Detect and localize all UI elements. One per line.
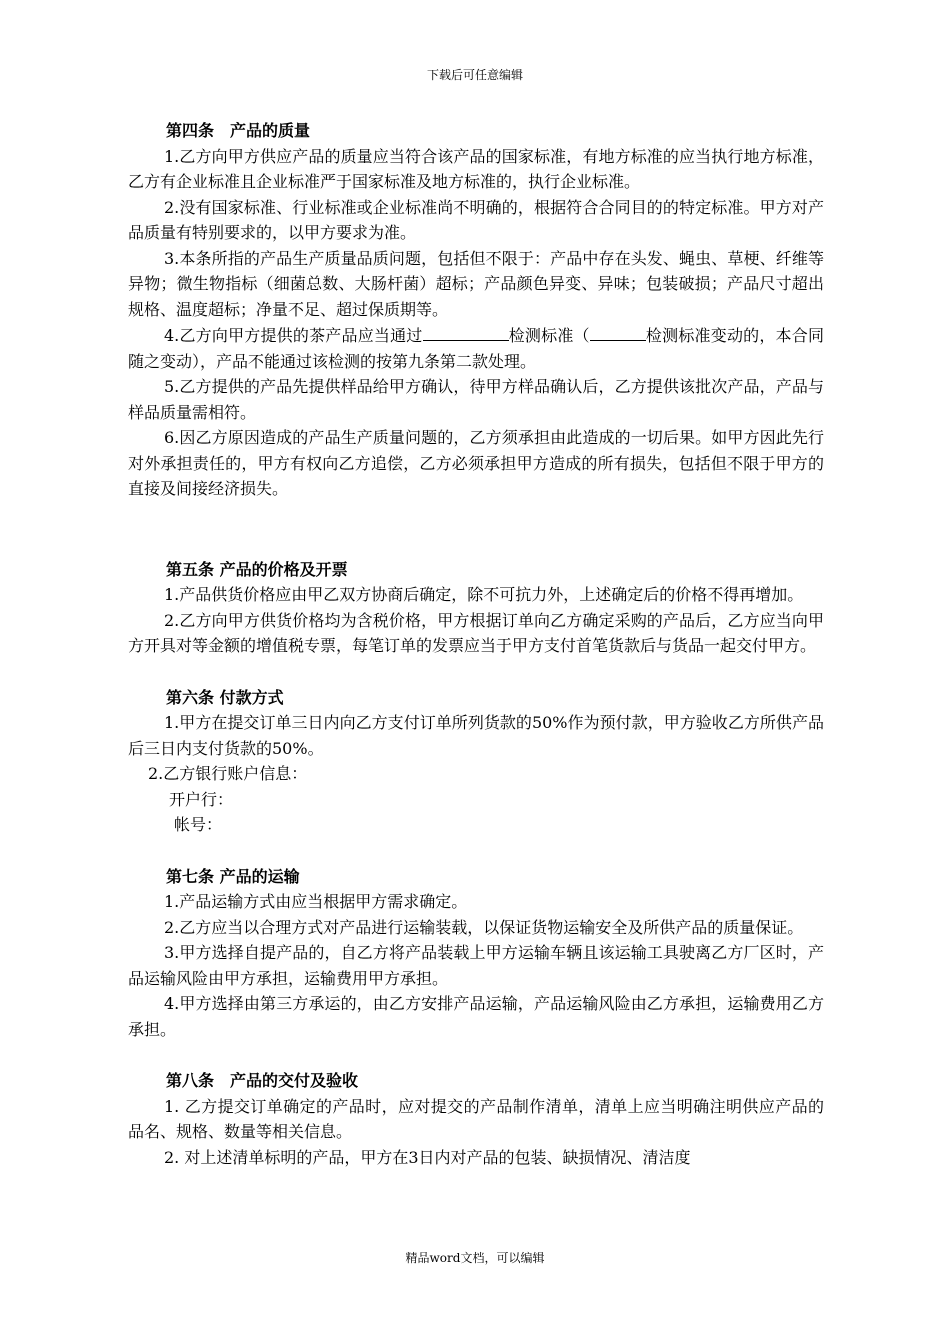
- article-8-clause-2: 2. 对上述清单标明的产品，甲方在3日内对产品的包装、缺损情况、清洁度: [164, 1147, 691, 1167]
- article-6-clause-2: 2.乙方银行账户信息：: [148, 764, 308, 783]
- article-7-clause-1: 1.产品运输方式由应当根据甲方需求确定。: [164, 892, 468, 911]
- spacer: [128, 838, 824, 864]
- clause-4-text-b: 检测标准（: [508, 326, 590, 345]
- article-5-clause-2: 2.乙方向甲方供货价格均为含税价格，甲方根据订单向乙方确定采购的产品后，乙方应当向甲方开具对等金额的增值税专票，每笔订单的发票应当于甲方支付首笔货款后与货品一起交付甲方。: [128, 610, 824, 655]
- blank-line: [423, 322, 509, 341]
- article-8-title: 第八条 产品的交付及验收: [166, 1071, 359, 1090]
- clause-4-text-a: 4.乙方向甲方提供的茶产品应当通过: [164, 326, 423, 345]
- article-4-clause-4: [128, 322, 824, 374]
- spacer: [128, 1042, 824, 1068]
- article-4-clause-3: 3.本条所指的产品生产质量品质问题，包括但不限于：产品中存在头发、蝇虫、草梗、纤维等异物；微生物指标（细菌总数、大肠杆菌）超标；产品颜色异变、异味；包装破损；产品尺寸超出规格、温度超标；净量不足、超过保质期等。: [128, 248, 824, 319]
- spacer: [128, 659, 824, 685]
- article-6-title: 第六条 付款方式: [166, 687, 284, 707]
- article-5-clause-1: 1.产品供货价格应由甲乙双方协商后确定，除不可抗力外，上述确定后的价格不得再增加。: [164, 585, 804, 604]
- document-body: [128, 118, 824, 1170]
- article-7-title: 第七条 产品的运输: [166, 866, 300, 886]
- article-7-clause-4: 4.甲方选择由第三方承运的，由乙方安排产品运输，产品运输风险由乙方承担，运输费用乙方承担。: [128, 994, 824, 1039]
- page-header: 下载后可任意编辑: [426, 68, 523, 82]
- article-4-title: 第四条 产品的质量: [166, 121, 311, 140]
- article-5-title: 第五条 产品的价格及开票: [166, 559, 348, 579]
- article-4-clause-6: 6.因乙方原因造成的产品生产质量问题的，乙方须承担由此造成的一切后果。如甲方因此先行对外承担责任的，甲方有权向乙方追偿，乙方必须承担甲方造成的所有损失，包括但不限于甲方的直接及间接经济损失。: [128, 428, 824, 498]
- article-4-clause-1: 1.乙方向甲方供应产品的质量应当符合该产品的国家标准，有地方标准的应当执行地方标准，乙方有企业标准且企业标准严于国家标准及地方标准的，执行企业标准。: [128, 146, 824, 191]
- article-4-clause-2: 2.没有国家标准、行业标准或企业标准尚不明确的，根据符合合同目的的特定标准。甲方对产品质量有特别要求的，以甲方要求为准。: [128, 197, 824, 242]
- account-number-line: 帐号：: [174, 815, 223, 834]
- article-6-clause-1: 1.甲方在提交订单三日内向乙方支付订单所列货款的50%作为预付款，甲方验收乙方所供产品后三日内支付货款的50%。: [128, 713, 824, 758]
- article-7-clause-2: 2.乙方应当以合理方式对产品进行运输装载，以保证货物运输安全及所供产品的质量保证。: [164, 917, 804, 937]
- article-4-clause-5: 5.乙方提供的产品先提供样品给甲方确认，待甲方样品确认后，乙方提供该批次产品，产品与样品质量需相符。: [128, 377, 824, 422]
- bank-name-line: 开户行：: [169, 789, 234, 809]
- article-7-clause-3: 3.甲方选择自提产品的，自乙方将产品装载上甲方运输车辆且该运输工具驶离乙方厂区时，产品运输风险由甲方承担，运输费用甲方承担。: [128, 943, 824, 988]
- clause-4-text-c: 检测标准变动的，本合同随之变动），产品不能通过该检测的按第九条第二款处理。: [128, 326, 824, 371]
- article-8-clause-1: 1. 乙方提交订单确定的产品时，应对提交的产品制作清单，清单上应当明确注明供应产品的品名、规格、数量等相关信息。: [128, 1096, 824, 1141]
- page-footer: 精品word文档，可以编辑: [405, 1251, 545, 1265]
- blank-line: [590, 322, 646, 341]
- spacer: [128, 502, 824, 557]
